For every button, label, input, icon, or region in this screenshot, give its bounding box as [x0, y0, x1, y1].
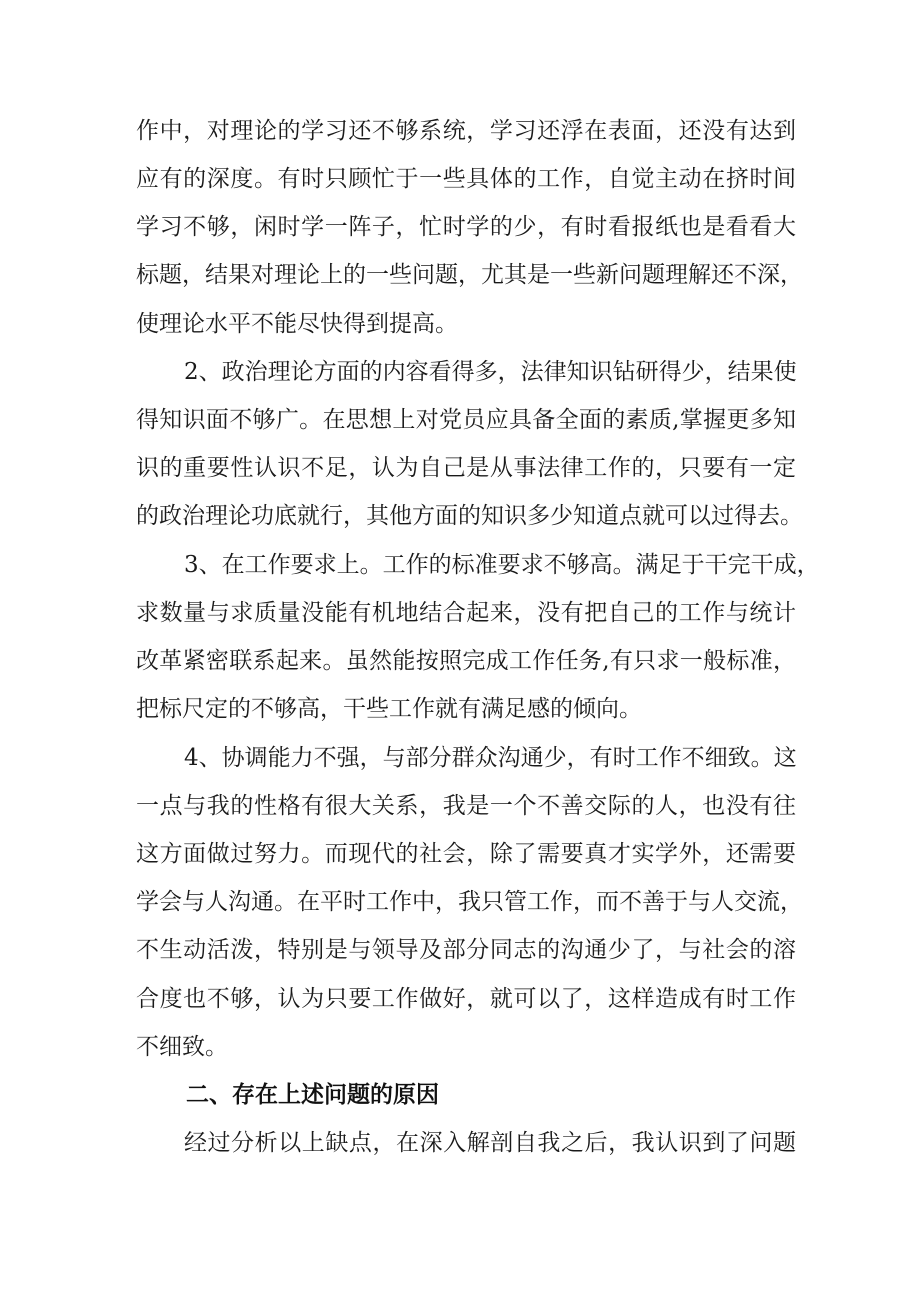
paragraph-line: 把标尺定的不够高，干些工作就有满足感的倾向。	[136, 696, 642, 722]
paragraph-line: 作中，对理论的学习还不够系统，学习还浮在表面，还没有达到	[136, 118, 796, 144]
paragraph-line: 不细致。	[136, 1034, 228, 1060]
paragraph-line: 标题，结果对理论上的一些问题，尤其是一些新问题理解还不深，	[136, 262, 803, 288]
paragraph-line: 使理论水平不能尽快得到提高。	[136, 311, 458, 337]
paragraph-line: 不生动活泼，特别是与领导及部分同志的沟通少了，与社会的溶	[136, 937, 796, 963]
paragraph-line: 这方面做过努力。而现代的社会，除了需要真才实学外，还需要	[136, 841, 796, 867]
paragraph-line: 的政治理论功底就行，其他方面的知识多少知道点就可以过得去。	[136, 503, 803, 529]
paragraph-line: 学会与人沟通。在平时工作中，我只管工作，而不善于与人交流，	[136, 889, 803, 915]
paragraph-line: 经过分析以上缺点，在深入解剖自我之后，我认识到了问题	[184, 1130, 796, 1156]
paragraph-line: 3、在工作要求上。工作的标准要求不够高。满足于干完干成，	[184, 552, 820, 578]
paragraph-line: 识的重要性认识不足，认为自己是从事法律工作的，只要有一定	[136, 455, 796, 481]
paragraph-line: 得知识面不够广。在思想上对党员应具备全面的素质,掌握更多知	[136, 407, 796, 433]
paragraph-line: 合度也不够，认为只要工作做好，就可以了，这样造成有时工作	[136, 986, 796, 1012]
paragraph-line: 一点与我的性格有很大关系，我是一个不善交际的人，也没有往	[136, 793, 796, 819]
section-heading: 二、存在上述问题的原因	[186, 1082, 439, 1108]
paragraph-line: 求数量与求质量没能有机地结合起来，没有把自己的工作与统计	[136, 600, 796, 626]
paragraph-line: 2、政治理论方面的内容看得多，法律知识钻研得少，结果使	[184, 359, 797, 385]
paragraph-line: 4、协调能力不强，与部分群众沟通少，有时工作不细致。这	[184, 745, 797, 771]
paragraph-line: 改革紧密联系起来。虽然能按照完成工作任务,有只求一般标准，	[136, 648, 796, 674]
paragraph-line: 应有的深度。有时只顾忙于一些具体的工作，自觉主动在挤时间	[136, 166, 796, 192]
paragraph-line: 学习不够，闲时学一阵子，忙时学的少，有时看报纸也是看看大	[136, 214, 796, 240]
